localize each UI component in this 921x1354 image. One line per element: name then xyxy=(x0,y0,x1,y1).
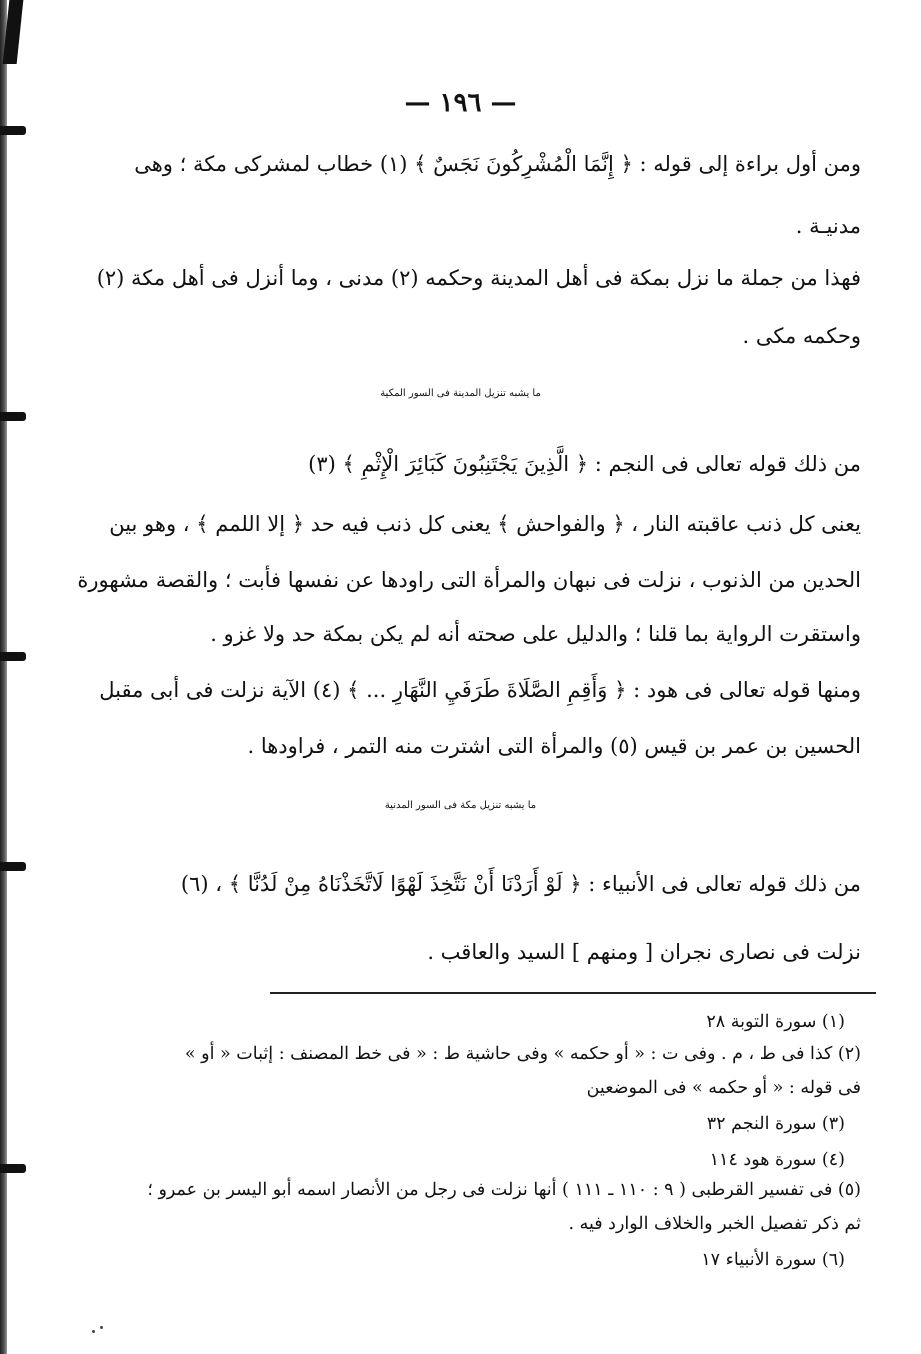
footnote: (١) سورة التوبة ٢٨ xyxy=(706,1012,845,1032)
binding-shadow xyxy=(0,0,7,1354)
body-line: واستقرت الرواية بما قلنا ؛ والدليل على صحته أنه لم يكن بمكة حد ولا غزو . xyxy=(210,622,861,646)
footnote: (٦) سورة الأنبياء ١٧ xyxy=(701,1250,845,1270)
body-line: ومنها قوله تعالى فى هود : ﴿ وَأَقِمِ الصَّلَاةَ طَرَفَيِ النَّهَارِ ... ﴾ (٤) الآية نزلت فى أبى مقبل xyxy=(99,678,861,702)
footnote: (٤) سورة هود ١١٤ xyxy=(709,1150,845,1170)
footnote: فى قوله : « أو حكمه » فى الموضعين xyxy=(586,1078,861,1098)
edge-scan-mark xyxy=(0,652,26,661)
body-line: فهذا من جملة ما نزل بمكة فى أهل المدينة وحكمه (٢) مدنى ، وما أنزل فى أهل مكة (٢) xyxy=(96,266,861,290)
body-line: نزلت فى نصارى نجران [ ومنهم ] السيد والعاقب . xyxy=(427,940,861,964)
section-heading: ما يشبه تنزيل المدينة فى السور المكية xyxy=(380,388,541,399)
footnote: (٥) فى تفسير القرطبى ( ٩ : ١١٠ ـ ١١١ ) أنها نزلت فى رجل من الأنصار اسمه أبو اليسر بن عمرو ؛ xyxy=(147,1180,861,1200)
page-number: — ١٩٦ — xyxy=(404,88,517,118)
scan-speck xyxy=(92,1330,95,1333)
body-line: يعنى كل ذنب عاقبته النار ، ﴿ والفواحش ﴾ يعنى كل ذنب فيه حد ﴿ إلا اللمم ﴾ ، وهو بين xyxy=(109,512,861,536)
edge-scan-mark xyxy=(0,126,26,135)
body-line: من ذلك قوله تعالى فى الأنبياء : ﴿ لَوْ أَرَدْنَا أَنْ نَتَّخِذَ لَهْوًا لَاتَّخَذْنَاهُ مِنْ لَدُنَّا ﴾ ، (٦) xyxy=(180,872,861,896)
body-line: الحدين من الذنوب ، نزلت فى نبهان والمرأة التى راودها عن نفسها فأبت ؛ والقصة مشهورة xyxy=(77,568,861,592)
edge-scan-mark xyxy=(0,412,26,421)
footnote: ثم ذكر تفصيل الخبر والخلاف الوارد فيه . xyxy=(568,1214,861,1234)
section-heading: ما يشبه تنزيل مكة فى السور المدنية xyxy=(384,800,537,811)
edge-scan-mark xyxy=(0,862,26,871)
body-line: ومن أول براءة إلى قوله : ﴿ إِنَّمَا الْمُشْرِكُونَ نَجَسٌ ﴾ (١) خطاب لمشركى مكة ؛ وهى xyxy=(134,152,861,176)
edge-scan-mark xyxy=(0,1164,26,1173)
footnote: (٢) كذا فى ط ، م . وفى ت : « أو حكمه » وفى حاشية ط : « فى خط المصنف : إثبات « أو » xyxy=(184,1044,861,1064)
body-line: وحكمه مكى . xyxy=(742,324,861,348)
footnote: (٣) سورة النجم ٣٢ xyxy=(706,1114,845,1134)
scan-speck xyxy=(100,1326,103,1329)
footnote-separator xyxy=(270,992,876,994)
body-line: الحسين بن عمر بن قيس (٥) والمرأة التى اشترت منه التمر ، فراودها . xyxy=(247,734,861,758)
body-line: مدنيـة . xyxy=(795,214,861,238)
body-line: من ذلك قوله تعالى فى النجم : ﴿ الَّذِينَ يَجْتَنِبُونَ كَبَائِرَ الْإِثْمِ ﴾ (٣) xyxy=(308,452,861,476)
